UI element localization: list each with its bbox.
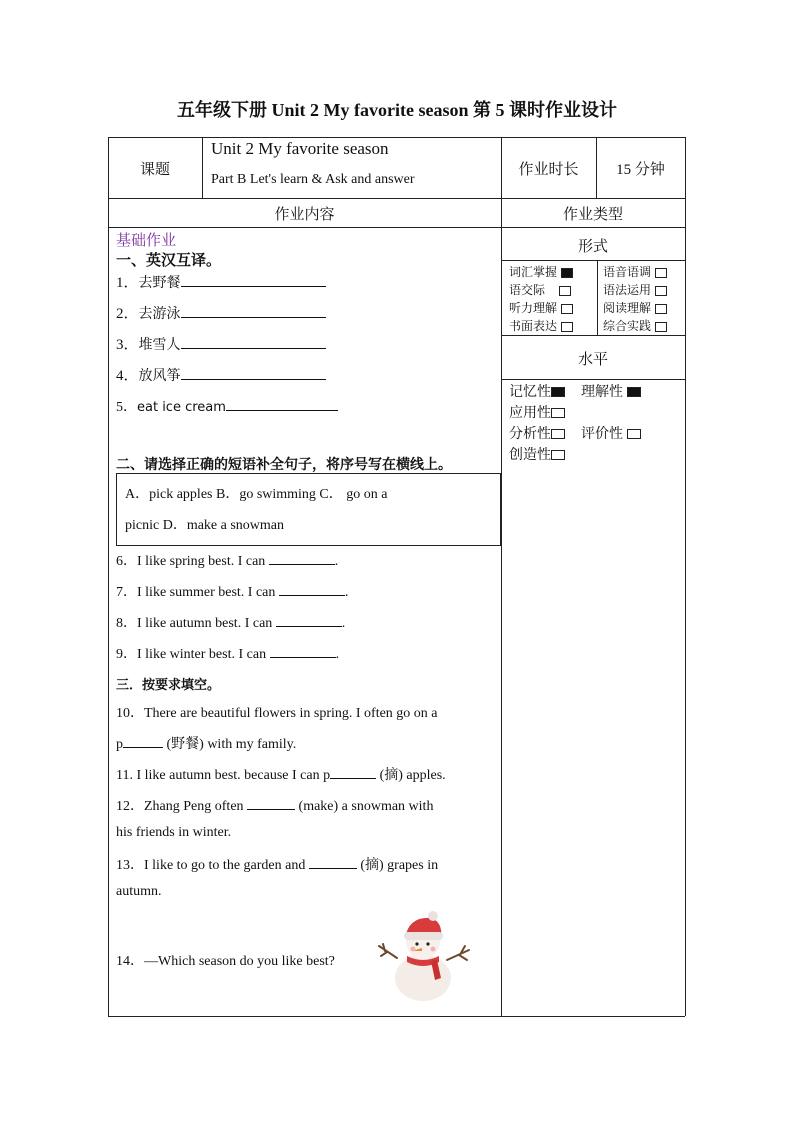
level-label: 水平: [577, 352, 608, 368]
duration-value: 15 分钟: [616, 162, 665, 178]
form-item: 听力理解: [509, 299, 573, 316]
q12-line1: 12．Zhang Peng often (make) a snowman with: [116, 795, 433, 815]
level-item: 分析性: [509, 423, 565, 443]
level-item: 理解性: [581, 381, 641, 401]
answer-blank[interactable]: [123, 733, 163, 748]
level-item: 应用性: [509, 402, 565, 422]
q13-line2: autumn.: [116, 884, 162, 899]
q10-line2: p (野餐) with my family.: [116, 733, 296, 753]
options-line-1: A．pick apples B．go swimming C． go on a: [125, 487, 388, 502]
list-item: 1．去野餐: [116, 271, 326, 292]
q10-line1: 10．There are beautiful flowers in spring. I often go on a: [116, 706, 438, 721]
checkbox[interactable]: [561, 304, 573, 314]
form-item: 语法运用: [603, 281, 667, 298]
list-item: 2．去游泳: [116, 302, 326, 323]
answer-blank[interactable]: [181, 272, 326, 287]
checkbox[interactable]: [655, 322, 667, 332]
page-title: 五年级下册 Unit 2 My favorite season 第 5 课时作业设计: [177, 100, 617, 120]
form-item: 词汇掌握: [509, 263, 573, 280]
answer-blank[interactable]: [247, 795, 295, 810]
answer-blank[interactable]: [181, 303, 326, 318]
answer-blank[interactable]: [181, 365, 326, 380]
list-item: 3．堆雪人: [116, 333, 326, 354]
checkbox[interactable]: [655, 268, 667, 278]
answer-blank[interactable]: [226, 396, 338, 411]
basic-homework-label: 基础作业: [116, 231, 177, 249]
checkbox[interactable]: [551, 387, 565, 397]
form-item: 综合实践: [603, 317, 667, 334]
q14: 14．—Which season do you like best?: [116, 954, 335, 969]
duration-label: 作业时长: [518, 162, 579, 178]
list-item: 7．I like summer best. I can .: [116, 581, 348, 601]
checkbox[interactable]: [561, 268, 573, 278]
q11: 11. I like autumn best. because I can p (摘) apples.: [116, 764, 446, 784]
answer-blank[interactable]: [276, 612, 342, 627]
form-item: 语交际: [509, 281, 571, 298]
answer-blank[interactable]: [330, 764, 376, 779]
list-item: 9．I like winter best. I can .: [116, 643, 339, 663]
lesson-subtitle: Part B Let's learn & Ask and answer: [211, 172, 415, 187]
form-label: 形式: [577, 239, 608, 255]
list-item: 6．I like spring best. I can .: [116, 550, 338, 570]
list-item: 5．eat ice cream: [116, 396, 338, 416]
q13-line1: 13．I like to go to the garden and (摘) grapes in: [116, 854, 438, 874]
checkbox[interactable]: [551, 408, 565, 418]
checkbox[interactable]: [627, 429, 641, 439]
checkbox[interactable]: [559, 286, 571, 296]
form-item: 语音语调: [603, 263, 667, 280]
type-column-header: 作业类型: [562, 207, 623, 223]
section3-title: 三．按要求填空。: [116, 678, 221, 693]
level-item: 记忆性: [509, 381, 565, 401]
checkbox[interactable]: [551, 429, 565, 439]
options-line-2: picnic D．make a snowman: [125, 518, 285, 533]
options-box: [116, 473, 501, 546]
section1-title: 一、英汉互译。: [116, 251, 222, 269]
form-item: 阅读理解: [603, 299, 667, 316]
answer-blank[interactable]: [269, 550, 335, 565]
answer-blank[interactable]: [309, 854, 357, 869]
checkbox[interactable]: [551, 450, 565, 460]
form-item: 书面表达: [509, 317, 573, 334]
checkbox[interactable]: [655, 304, 667, 314]
level-item: 创造性: [509, 444, 565, 464]
list-item: 4．放风筝: [116, 364, 326, 385]
content-column-header: 作业内容: [274, 207, 335, 223]
answer-blank[interactable]: [270, 643, 336, 658]
level-item: 评价性: [581, 423, 641, 443]
list-item: 8．I like autumn best. I can .: [116, 612, 345, 632]
checkbox[interactable]: [627, 387, 641, 397]
checkbox[interactable]: [561, 322, 573, 332]
checkbox[interactable]: [655, 286, 667, 296]
answer-blank[interactable]: [181, 334, 326, 349]
lesson-label: 课题: [139, 162, 170, 178]
q12-line2: his friends in winter.: [116, 825, 232, 840]
section2-title: 二、请选择正确的短语补全句子，将序号写在横线上。: [116, 457, 452, 473]
answer-blank[interactable]: [279, 581, 345, 596]
snowman-illustration: [375, 908, 475, 1004]
lesson-title: Unit 2 My favorite season: [211, 139, 389, 158]
